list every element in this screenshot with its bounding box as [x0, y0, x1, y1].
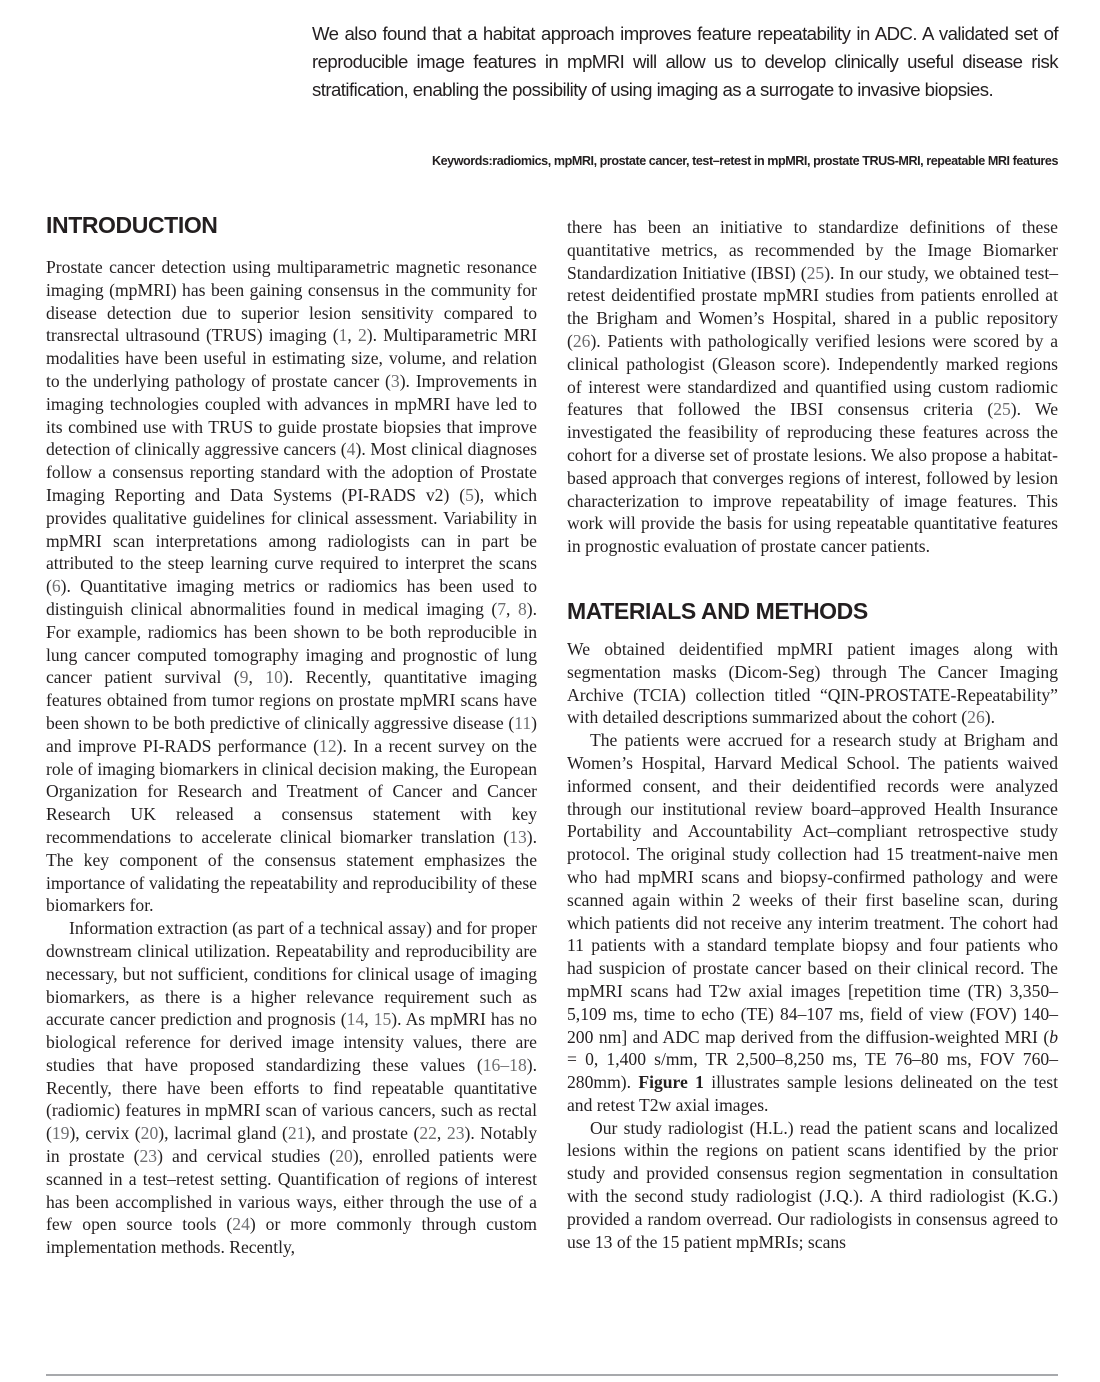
citation-link[interactable]: 10	[265, 667, 283, 688]
methods-paragraph-2: The patients were accrued for a research study at Brigham and Women’s Hospital, Harvard Medical School. The patients waived informed consent, and their deidentified records were analyzed through our institutional review board–approved Health Insurance Portability and Accountability Act–compliant retrospective study protocol. The original study collection had 15 treatment-naive men who had mpMRI scans and biopsy-confirmed pathology and were scanned again within 2 weeks of their first baseline scan, during which patients did not receive any interim treatment. The cohort had 11 patients with a standard template biopsy and four patients who had suspicion of prostate cancer based on their clinical record. The mpMRI scans had T2w axial images [repetition time (TR) 3,350–5,109 ms, time to echo (TE) 84–107 ms, field of view (FOV) 140–200 nm] and ADC map derived from the diffusion-weighted MRI (b = 0, 1,400 s/mm, TR 2,500–8,250 ms, TE 76–80 ms, FOV 760–280mm). Figure 1 illustrates sample lesions delineated on the test and retest T2w axial images.	[567, 730, 1058, 1115]
citation-link[interactable]: 12	[319, 735, 337, 756]
citation-link[interactable]: 2	[357, 325, 367, 346]
citation-link[interactable]: 5	[465, 484, 474, 505]
citation-link[interactable]: 7	[497, 598, 507, 619]
methods-paragraph-3: Our study radiologist (H.L.) read the patient scans and localized lesions within the regions on patient scans identified by the prior study and provided consensus region segmentation in consultation with the second study radiologist (J.Q.). A third radiologist (K.G.) provided a random overread. Our radiologists in consensus agreed to use 13 of the 15 patient mpMRIs; scans	[567, 1117, 1058, 1252]
introduction-heading: INTRODUCTION	[46, 212, 218, 238]
citation-link[interactable]: 25	[993, 399, 1011, 420]
citation-link[interactable]: 14	[346, 1009, 365, 1030]
materials-methods-heading: MATERIALS AND METHODS	[567, 597, 868, 624]
citation-link[interactable]: 15	[373, 1009, 392, 1030]
footer-rule	[46, 1374, 1058, 1376]
keywords-list: radiomics, mpMRI, prostate cancer, test–retest in mpMRI, prostate TRUS-MRI, repeatable MRI features	[492, 154, 1058, 168]
citation-link[interactable]: 3	[390, 370, 400, 391]
citation-link[interactable]: 20	[140, 1123, 159, 1144]
italic-symbol: b	[1049, 1026, 1058, 1047]
methods-paragraph-1: We obtained deidentified mpMRI patient images along with segmentation masks (Dicom-Seg) through The Cancer Imaging Archive (TCIA) collection titled “QIN-PROSTATE-Repeatability” with detailed descriptions summarized about the cohort (26).	[567, 638, 1058, 728]
citation-link[interactable]: 24	[232, 1214, 250, 1235]
citation-link[interactable]: 22	[419, 1123, 437, 1144]
citation-link[interactable]: 21	[287, 1123, 306, 1144]
citation-link[interactable]: 19	[51, 1123, 70, 1144]
figure-link[interactable]: Figure 1	[638, 1072, 704, 1093]
citation-link[interactable]: 8	[517, 598, 527, 619]
citation-link[interactable]: 13	[509, 826, 527, 847]
abstract-text: We also found that a habitat approach improves feature repeatability in ADC. A validated set of reproducible image features in mpMRI will allow us to develop clinically useful disease risk stratification, enabling the possibility of using imaging as a surrogate to invasive biopsies.	[312, 23, 1058, 100]
citation-link[interactable]: 9	[239, 667, 249, 688]
intro-paragraph-2: Information extraction (as part of a technical assay) and for proper downstream clinical utilization. Repeatability and reproducibility are necessary, but not sufficient, conditions for clinical usage of imaging biomarkers, as there is a higher relevance requirement such as accurate cancer prediction and prognosis (14, 15). As mpMRI has no biological reference for derived image intensity values, there are studies that have proposed standardizing these values (16–18). Recently, there have been efforts to find repeatable quantitative (radiomic) features in mpMRI scan of various cancers, such as rectal (19), cervix (20), lacrimal gland (21), and prostate (22, 23). Notably in prostate (23) and cervical studies (20), enrolled patients were scanned in a test–retest setting. Quantification of regions of interest has been accomplished in various ways, either through the use of a few open source tools (24) or more commonly through custom implementation methods. Recently,	[46, 918, 538, 1258]
intro-paragraph-1: Prostate cancer detection using multiparametric magnetic resonance imaging (mpMRI) has been gaining consensus in the community for disease detection due to superior lesion sensitivity compared to transrectal ultrasound (TRUS) imaging (1, 2). Multiparametric MRI modalities have been useful in estimating size, volume, and relation to the underlying pathology of prostate cancer (3). Improvements in imaging technologies coupled with advances in mpMRI have led to its combined use with TRUS to guide prostate biopsies that improve detection of clinically aggressive cancers (4). Most clinical diagnoses follow a consensus reporting standard with the adoption of Prostate Imaging Reporting and Data Systems (PI-RADS v2) (5), which provides qualitative guidelines for clinical assessment. Variability in mpMRI scan interpretations among radiologists can in part be attributed to the steep learning curve required to interpret the scans (6). Quantitative imaging metrics or radiomics has been used to distinguish clinical abnormalities found in medical imaging (7, 8). For example, radiomics has been shown to be both reproducible in lung cancer computed tomography imaging and prognostic of lung cancer patient survival (9, 10). Recently, quantitative imaging features obtained from tumor regions on prostate mpMRI scans have been shown to be both predictive of clinically aggressive disease (11) and improve PI-RADS performance (12). In a recent survey on the role of imaging biomarkers in clinical decision making, the European Organization for Research and Treatment of Cancer and Cancer Research UK released a consensus statement with key recommendations to accelerate clinical biomarker translation (13). The key component of the consensus statement emphasizes the importance of validating the repeatability and reproducibility of these biomarkers for.	[46, 257, 538, 916]
citation-link[interactable]: 20	[335, 1146, 353, 1167]
keywords-line	[312, 152, 1058, 170]
keywords-label: Keywords:	[431, 154, 493, 168]
citation-link[interactable]: 16–18	[482, 1054, 527, 1075]
citation-link[interactable]: 25	[806, 262, 825, 283]
citation-link[interactable]: 23	[139, 1146, 158, 1167]
citation-link[interactable]: 1	[338, 325, 348, 346]
citation-link[interactable]: 26	[967, 707, 985, 728]
intro-paragraph-3: there has been an initiative to standardize definitions of these quantitative metrics, as recommended by the Image Biomarker Standardization Initiative (IBSI) (25). In our study, we obtained test–retest deidentified prostate mpMRI studies from patients enrolled at the Brigham and Women’s Hospital, shared in a public repository (26). Patients with pathologically verified lesions were scored by a clinical pathologist (Gleason score). Independently marked regions of interest were standardized and quantified using custom radiomic features that followed the IBSI consensus criteria (25). We investigated the feasibility of reproducing these features across the cohort for a diverse set of prostate lesions. We also propose a habitat-based approach that converges regions of interest, followed by lesion characterization to improve repeatability of image features. This work will provide the basis for using repeatable quantitative features in prognostic evaluation of prostate cancer patients.	[567, 217, 1059, 557]
citation-link[interactable]: 6	[51, 576, 61, 597]
citation-link[interactable]: 11	[514, 712, 532, 733]
citation-link[interactable]: 23	[446, 1123, 465, 1144]
left-column	[46, 208, 537, 1259]
citation-link[interactable]: 26	[572, 330, 591, 351]
right-column	[567, 216, 1058, 1253]
citation-link[interactable]: 4	[346, 439, 356, 460]
